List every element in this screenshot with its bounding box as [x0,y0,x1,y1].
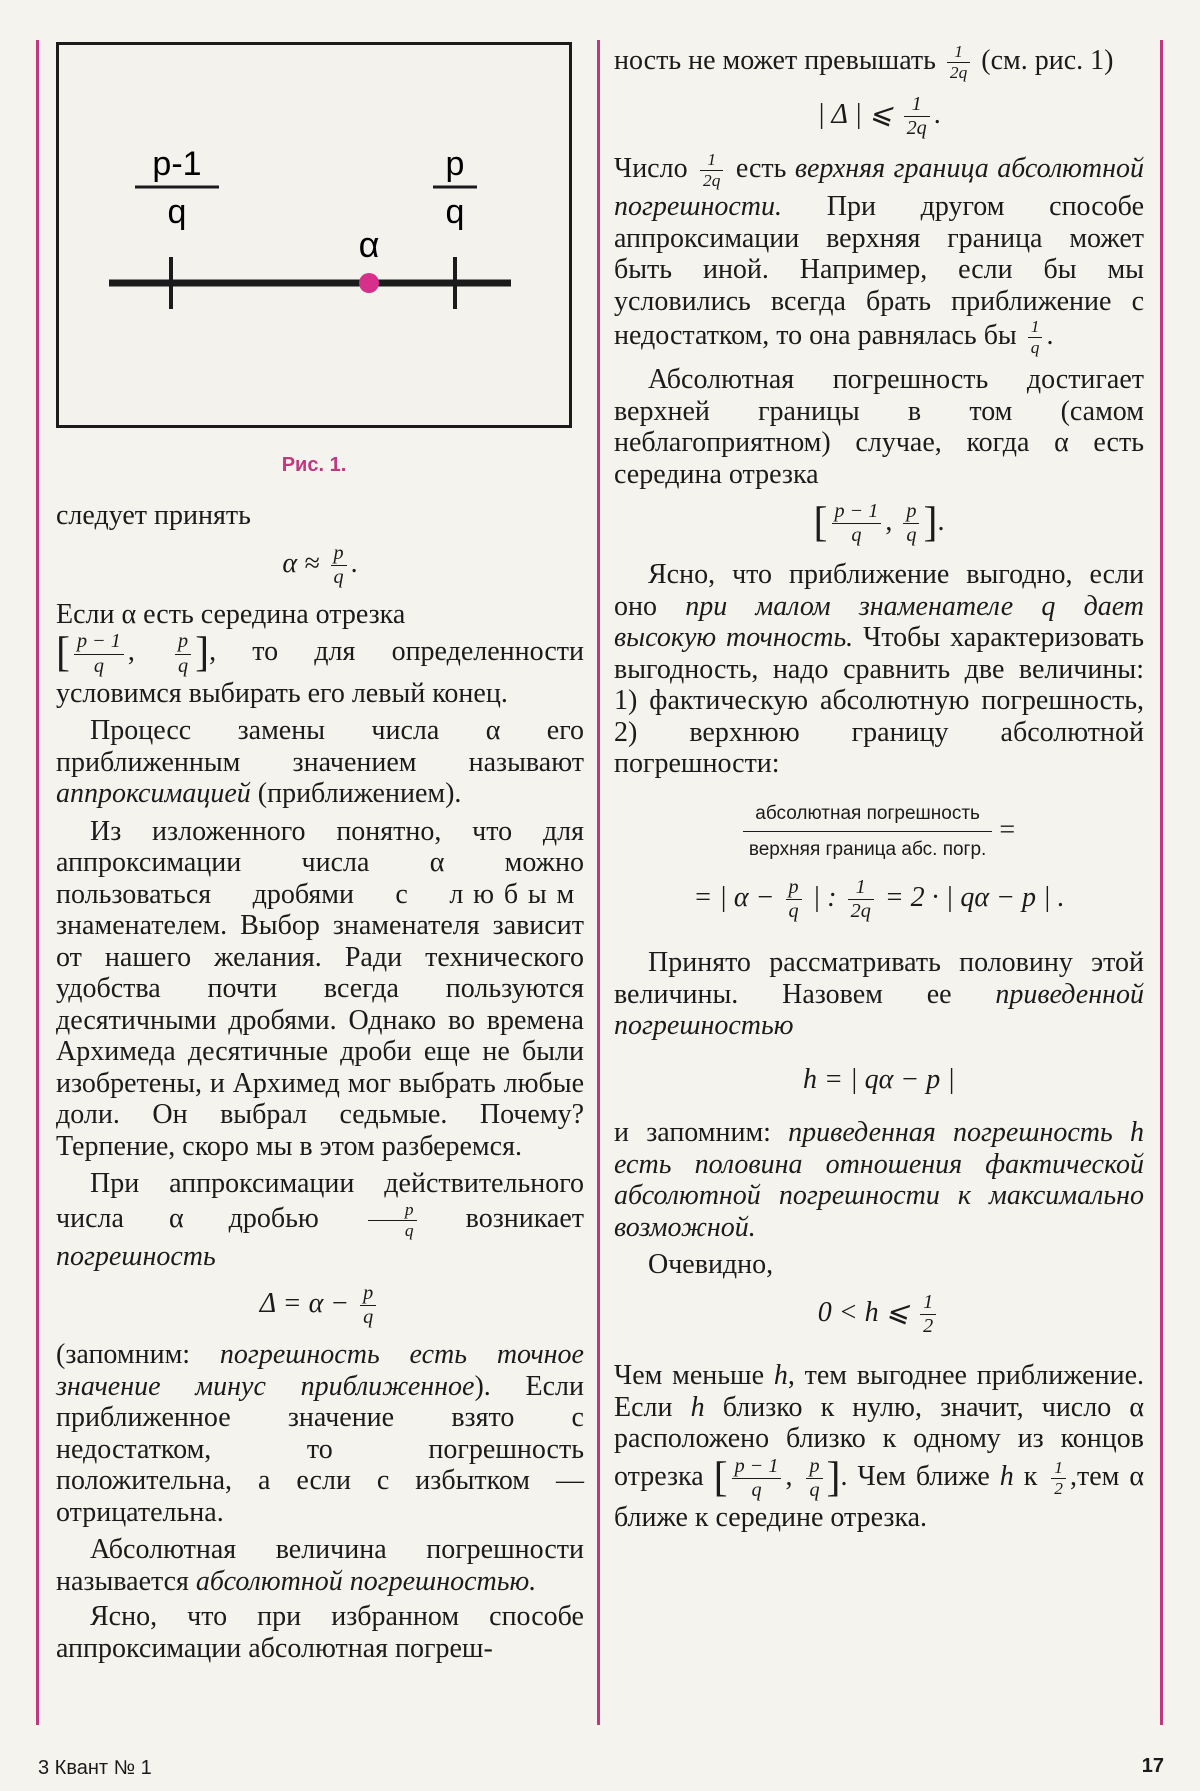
paragraph: Абсолютная величина погрешности называется абсолютной погрешностью. [56,1534,584,1597]
paragraph: Абсолютная погрешность достигает верхней границы в том (самом неблагоприятном) случае, когда α есть середина отрезка [614,364,1144,490]
figure-1 [56,42,572,428]
paragraph: (запомним: погрешность есть точное значение минус приближенное). Если приближенное значение взято с недостатком, то погрешность положительна, а если с избытком — отрицательна. [56,1339,584,1528]
formula-inequality: 0 < h ⩽ $\frac{1}{2}$ [614,1291,1144,1338]
label-left-numerator: p-1 [152,145,202,183]
formula-approx: α ≈ $\frac{p}{q}$ . [282,541,358,588]
paragraph: Принято рассматривать половину этой величины. Назовем ее приведенной погрешностью [614,947,1144,1042]
number-line-diagram [59,45,569,425]
label-right-numerator: p [445,145,465,183]
paragraph: Из изложенного понятно, что для аппроксимации числа α можно пользоваться дробями с любым знаменателем. Выбор знаменателя зависит от нашего желания. Ради технического удобства почти всегда пользуются десятичными дробями. Однако во времена Архимеда десятичные дроби еще не были изобретены, и Архимед мог выбрать любые доли. Он выбрал седьмые. Почему? Терпение, скоро мы в этом разберемся. [56,815,584,1162]
paragraph: ность не может превышать $\frac{1}{2q}$ (см. рис. 1) [614,42,1114,82]
footer-issue: 3 Квант № 1 [38,1757,152,1779]
formula-ratio-value: = | α − $\frac{p}{q}$ | : $\frac{1}{2q}$ = 2 · | qα − p | . [693,875,1065,923]
paragraph: Ясно, что приближение выгодно, если оно при малом знаменателе q дает высокую точность. Чтобы характеризовать выгодность, надо сравнить две величины: 1) фактическую абсолютную погрешность, 2) верхнюю границу абсолютной погрешности: [614,559,1145,780]
formula-h: h = | qα − p | [803,1063,955,1095]
paragraph: Число $\frac{1}{2q}$ есть верхняя граница абсолютной погрешности. При другом способе аппроксимации верхняя граница может быть иной. Например, если бы мы условились всегда брать приближение с недостатком, то она равнялась бы $\frac{1}{q}$ . [614,150,1145,358]
paragraph: При аппроксимации действительного числа α дробью $\frac{p}{q}$ возникает погрешность [56,1168,585,1272]
right-column [614,42,1144,1533]
page-number: 17 [1141,1755,1164,1777]
paragraph: Очевидно, [648,1249,774,1281]
alpha-point [359,273,379,293]
formula-ratio: абсолютная погрешность верхняя граница абс. погр. = [614,798,1144,866]
paragraph: Если α есть середина отрезка [ $\frac{p - 1}{q}$ , $\frac{p}{q}$ ], то для определенности условимся выбирать его левый конец. [56,598,584,709]
formula-abs-delta: | Δ | ⩽ $\frac{1}{2q}$ . [817,92,941,140]
label-alpha: α [358,224,380,265]
formula-delta: Δ = α − $\frac{p}{q}$ [56,1282,584,1329]
paragraph: Чем меньше h, тем выгоднее приближение. Если h близко к нулю, значит, число α расположено близко к одному из концов отрезка [ $\frac{p - 1}{q}$ , $\frac{p}{q}$ ]. Чем ближе h к $\frac{1}{2}$ ,тем α ближе к середине отрезка. [614,1360,1145,1533]
paragraph: и запомним: приведенная погрешность h есть половина отношения фактической абсолютной погрешности к максимально возможной. [614,1117,1144,1243]
label-left-denominator: q [167,193,187,231]
paragraph: Ясно, что при избранном способе аппроксимации абсолютная погреш- [56,1601,584,1664]
label-right-denominator: q [445,193,465,231]
formula-segment: [ $\frac{p - 1}{q}$ , $\frac{p}{q}$ ]. [813,499,945,547]
center-column-rule [597,40,600,1725]
right-margin-rule [1160,40,1163,1725]
left-margin-rule [36,40,39,1725]
paragraph: следует принять [56,500,251,531]
figure-caption: Рис. 1. [281,454,347,476]
paragraph: Процесс замены числа α его приближенным значением называют аппроксимацией (приближением). [56,715,584,810]
left-column [56,500,584,1664]
